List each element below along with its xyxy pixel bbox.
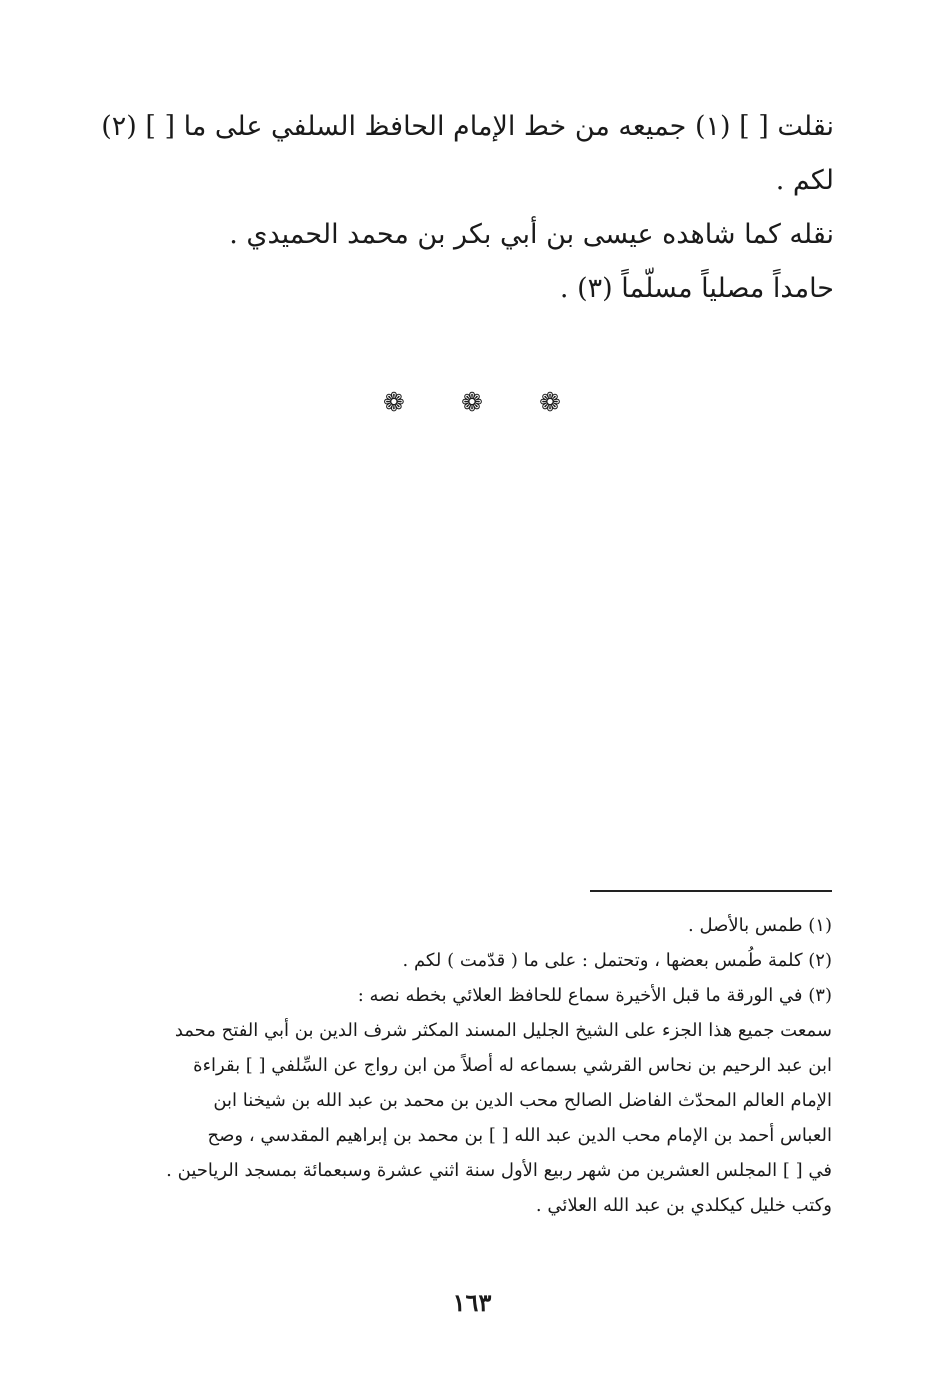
footnote-quote-line: وكتب خليل كيكلدي بن عبد الله العلائي . (535, 1195, 832, 1216)
main-line-2: لكم . (775, 165, 834, 196)
footnote-quote-line: ابن عبد الرحيم بن نحاس القرشي بسماعه له أصلاً من ابن رواج عن السِّلفي [ ] بقراءة (193, 1055, 832, 1076)
footnote-quote-line: سمعت جميع هذا الجزء على الشيخ الجليل المسند المكثر شرف الدين بن أبي الفتح محمد (174, 1020, 832, 1041)
footnote-quote-line: في [ ] المجلس العشرين من شهر ربيع الأول سنة اثني عشرة وسبعمائة بمسجد الرياحين . (166, 1160, 832, 1181)
footnote-2: (٢) كلمة طُمس بعضها ، وتحتمل : على ما ( قدّمت ) لكم . (402, 950, 832, 971)
main-line-4: حامداً مصلياً مسلّماً (٣) . (559, 273, 834, 304)
main-text-block (94, 100, 834, 316)
ornament-star-icon: ❁ (461, 388, 483, 418)
footnote-quote-line: العباس أحمد بن الإمام محب الدين عبد الله [ ] بن محمد بن إبراهيم المقدسي ، وصح (207, 1125, 832, 1146)
footnote-3: (٣) في الورقة ما قبل الأخيرة سماع للحافظ العلائي بخطه نصه : (357, 985, 832, 1006)
footnote-1: (١) طمس بالأصل . (688, 915, 832, 936)
ornament-star-icon: ❁ (383, 388, 405, 418)
section-separator (0, 388, 944, 418)
main-line-3: نقله كما شاهده عيسى بن أبي بكر بن محمد الحميدي . (229, 219, 834, 250)
footnote-divider (590, 890, 832, 892)
main-line-1: نقلت [ ] (١) جميعه من خط الإمام الحافظ السلفي على ما [ ] (٢) (101, 111, 834, 142)
page-number: ١٦٣ (452, 1288, 492, 1317)
footnotes-block (97, 908, 832, 1223)
ornament-star-icon: ❁ (539, 388, 561, 418)
footnote-quote-line: الإمام العالم المحدّث الفاضل الصالح محب الدين بن محمد بن عبد الله بن شيخنا ابن (213, 1090, 832, 1111)
